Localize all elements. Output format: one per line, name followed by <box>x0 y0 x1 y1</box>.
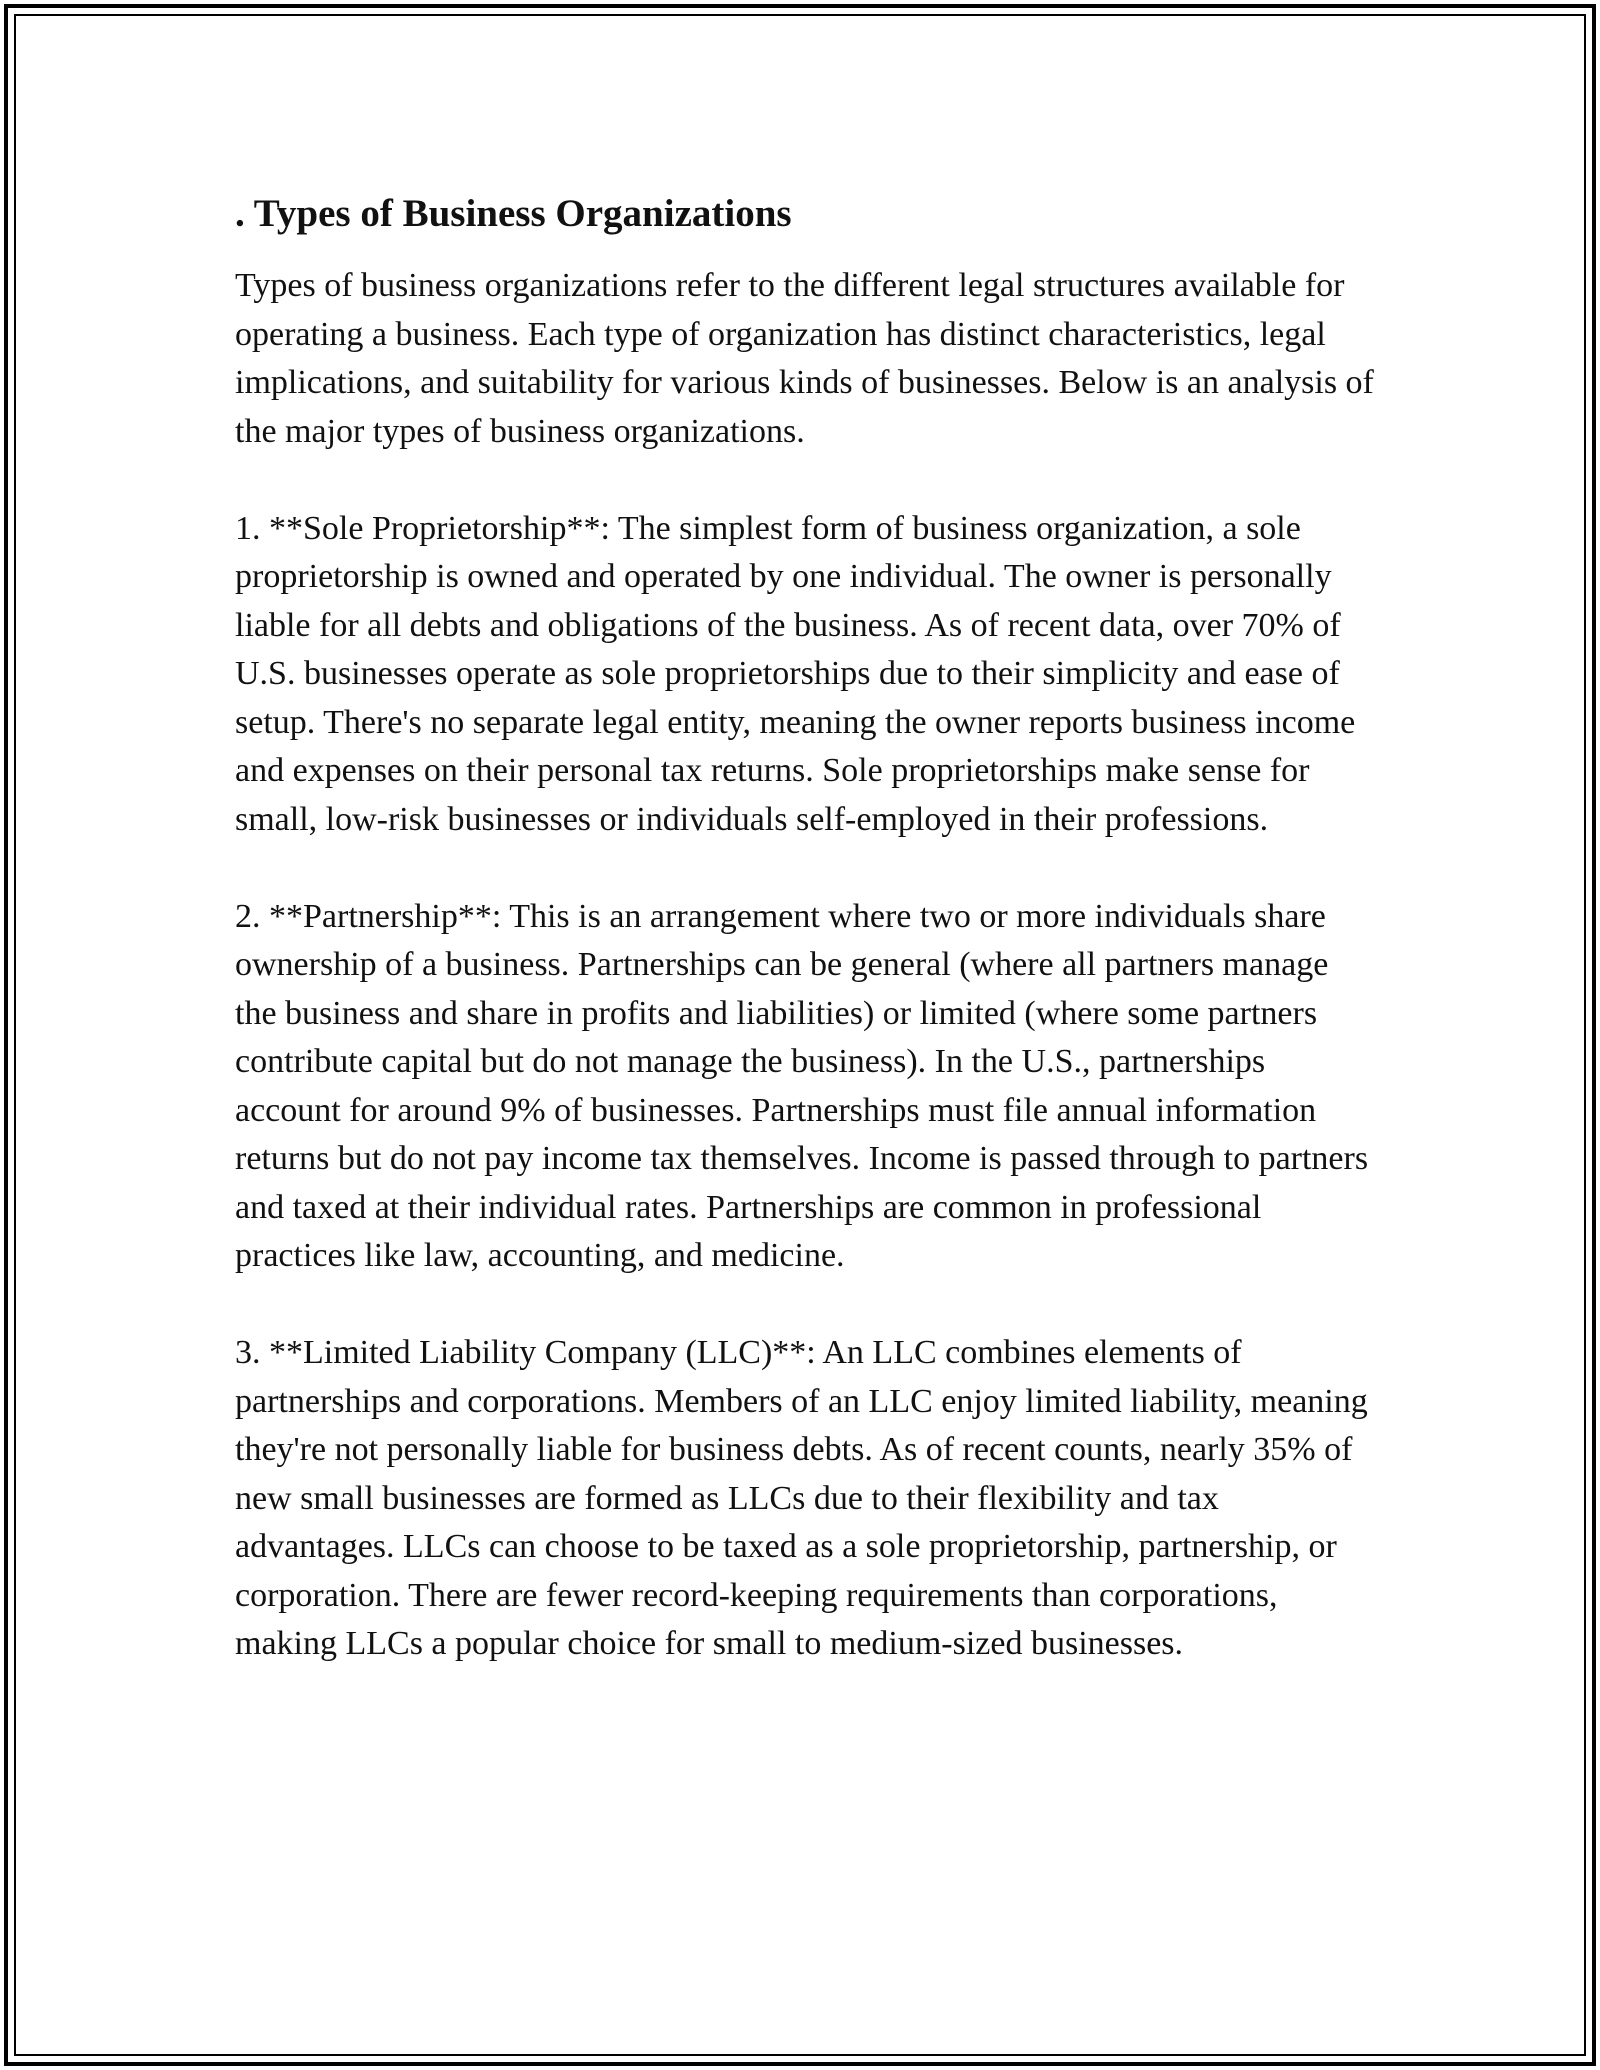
document-body <box>235 186 1375 1717</box>
partnership-paragraph: 2. **Partnership**: This is an arrangement where two or more individuals share ownership of a business. Partnerships can be general (where all partners manage the business and share in profits and liabilities) or limited (where some partners contribute capital but do not manage the business). In the U.S., partnerships account for around 9% of businesses. Partnerships must file annual information returns but do not pay income tax themselves. Income is passed through to partners and taxed at their individual rates. Partnerships are common in professional practices like law, accounting, and medicine. <box>235 897 1369 1274</box>
llc-paragraph: 3. **Limited Liability Company (LLC)**: An LLC combines elements of partnerships and corporations. Members of an LLC enjoy limited liability, meaning they're not personally liable for business debts. As of recent counts, nearly 35% of new small businesses are formed as LLCs due to their flexibility and tax advantages. LLCs can choose to be taxed as a sole proprietorship, partnership, or corporation. There are fewer record-keeping requirements than corporations, making LLCs a popular choice for small to medium-sized businesses. <box>235 1334 1368 1662</box>
sole-proprietorship-paragraph: 1. **Sole Proprietorship**: The simplest form of business organization, a sole proprietorship is owned and operated by one individual. The owner is personally liable for all debts and obligations of the business. As of recent data, over 70% of U.S. businesses operate as sole proprietorships due to their simplicity and ease of setup. There's no separate legal entity, meaning the owner reports business income and expenses on their personal tax returns. Sole proprietorships make sense for small, low-risk businesses or individuals self-employed in their professions. <box>235 509 1356 838</box>
document-title: . Types of Business Organizations <box>235 192 792 235</box>
intro-paragraph: Types of business organizations refer to the different legal structures available for operating a business. Each type of organization has distinct characteristics, legal implications, and suitability for various kinds of businesses. Below is an analysis of the major types of business organizations. <box>235 267 1374 450</box>
